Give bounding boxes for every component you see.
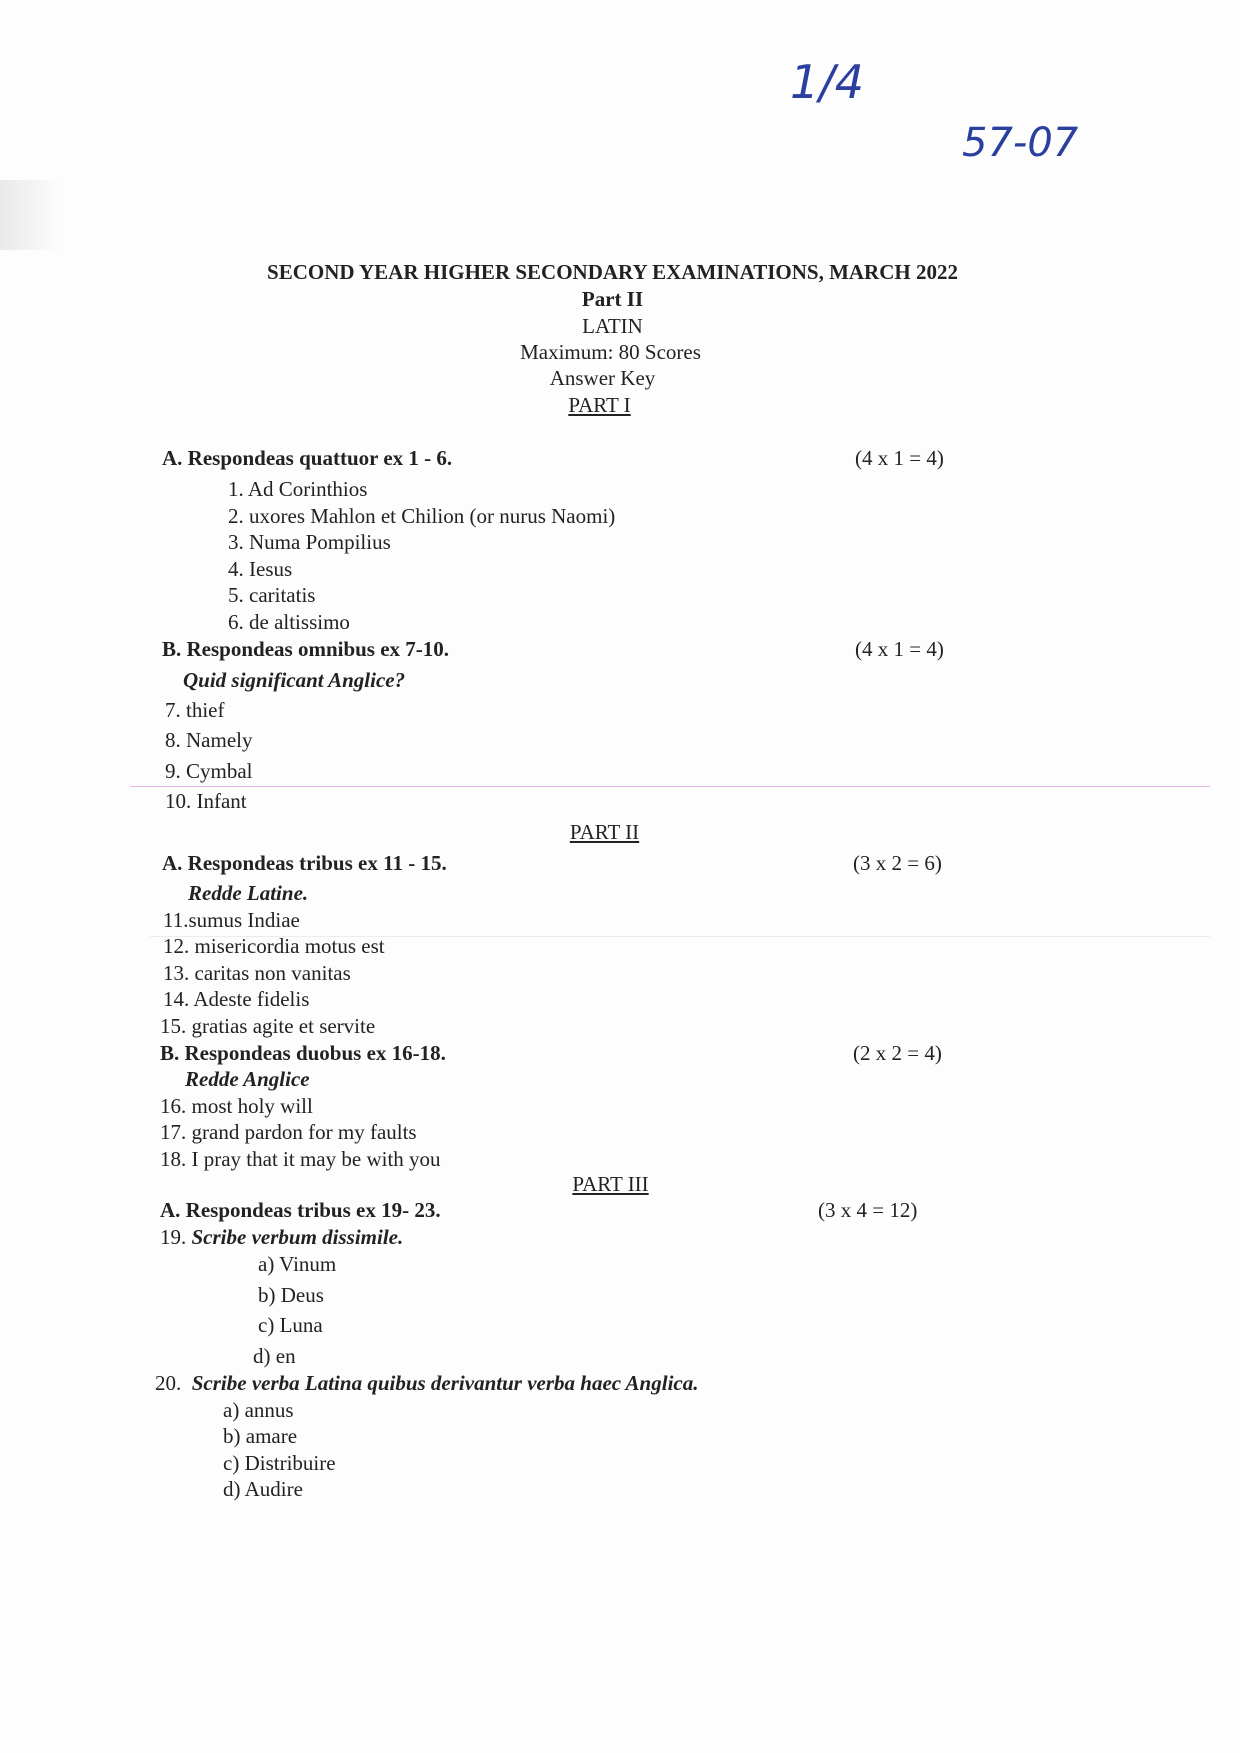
part2-b-label: B. Respondeas duobus ex 16-18. [160, 1041, 446, 1065]
option-item: b) amare [223, 1424, 298, 1448]
part2-heading: PART II [569, 820, 640, 844]
exam-title: SECOND YEAR HIGHER SECONDARY EXAMINATIONS, MARCH 2022 [267, 260, 958, 284]
handwritten-fraction: 1/4 [790, 55, 865, 109]
scan-artifact-line [130, 786, 1210, 787]
part3-a-label: A. Respondeas tribus ex 19- 23. [160, 1198, 441, 1222]
list-item: 12. misericordia motus est [163, 934, 385, 958]
question-number: 20. [155, 1371, 182, 1395]
part1-b-label: B. Respondeas omnibus ex 7-10. [162, 637, 450, 661]
list-item: 5. caritatis [228, 583, 316, 607]
scan-shadow [0, 180, 60, 250]
option-item: d) Audire [223, 1477, 303, 1501]
answer-key-label: Answer Key [549, 366, 656, 390]
list-item: 2. uxores Mahlon et Chilion (or nurus Naomi) [228, 504, 616, 528]
part2-a-label: A. Respondeas tribus ex 11 - 15. [162, 851, 447, 875]
part1-b-score: (4 x 1 = 4) [855, 637, 944, 661]
list-item: 4. Iesus [228, 557, 293, 581]
list-item: 9. Cymbal [165, 759, 253, 783]
part1-a-label: A. Respondeas quattuor ex 1 - 6. [162, 446, 453, 470]
list-item: 7. thief [165, 698, 225, 722]
part3-heading: PART III [572, 1172, 649, 1196]
option-item: a) Vinum [258, 1252, 337, 1276]
part3-a-score: (3 x 4 = 12) [818, 1198, 918, 1222]
option-item: d) en [253, 1344, 296, 1368]
part1-a-score: (4 x 1 = 4) [855, 446, 944, 470]
list-item: 14. Adeste fidelis [163, 987, 310, 1011]
list-item: 11.sumus Indiae [163, 908, 300, 932]
exam-subject: LATIN [582, 314, 643, 338]
list-item: 10. Infant [165, 789, 247, 813]
part2-a-score: (3 x 2 = 6) [853, 851, 942, 875]
part2-a-instruction: Redde Latine. [188, 881, 309, 905]
list-item: 1. Ad Corinthios [228, 477, 368, 501]
list-item: 16. most holy will [160, 1094, 313, 1118]
question-text: Scribe verba Latina quibus derivantur verba haec Anglica. [191, 1371, 699, 1395]
exam-maximum: Maximum: 80 Scores [520, 340, 701, 364]
list-item: 18. I pray that it may be with you [160, 1147, 441, 1171]
part1-b-instruction: Quid significant Anglice? [183, 668, 406, 692]
question-text: Scribe verbum dissimile. [191, 1225, 404, 1249]
option-item: c) Distribuire [223, 1451, 336, 1475]
list-item: 6. de altissimo [228, 610, 350, 634]
question-19 [160, 1225, 403, 1249]
part2-b-score: (2 x 2 = 4) [853, 1041, 942, 1065]
part1-heading: PART I [568, 393, 631, 417]
option-item: c) Luna [258, 1313, 323, 1337]
option-item: a) annus [223, 1398, 294, 1422]
question-20 [155, 1371, 698, 1395]
list-item: 17. grand pardon for my faults [160, 1120, 417, 1144]
exam-part: Part II [581, 287, 644, 311]
question-number: 19. [160, 1225, 187, 1249]
handwritten-code: 57-07 [962, 120, 1079, 166]
option-item: b) Deus [258, 1283, 324, 1307]
list-item: 3. Numa Pompilius [228, 530, 391, 554]
list-item: 8. Namely [165, 728, 253, 752]
list-item: 13. caritas non vanitas [163, 961, 351, 985]
part2-b-instruction: Redde Anglice [185, 1067, 310, 1091]
list-item: 15. gratias agite et servite [160, 1014, 376, 1038]
